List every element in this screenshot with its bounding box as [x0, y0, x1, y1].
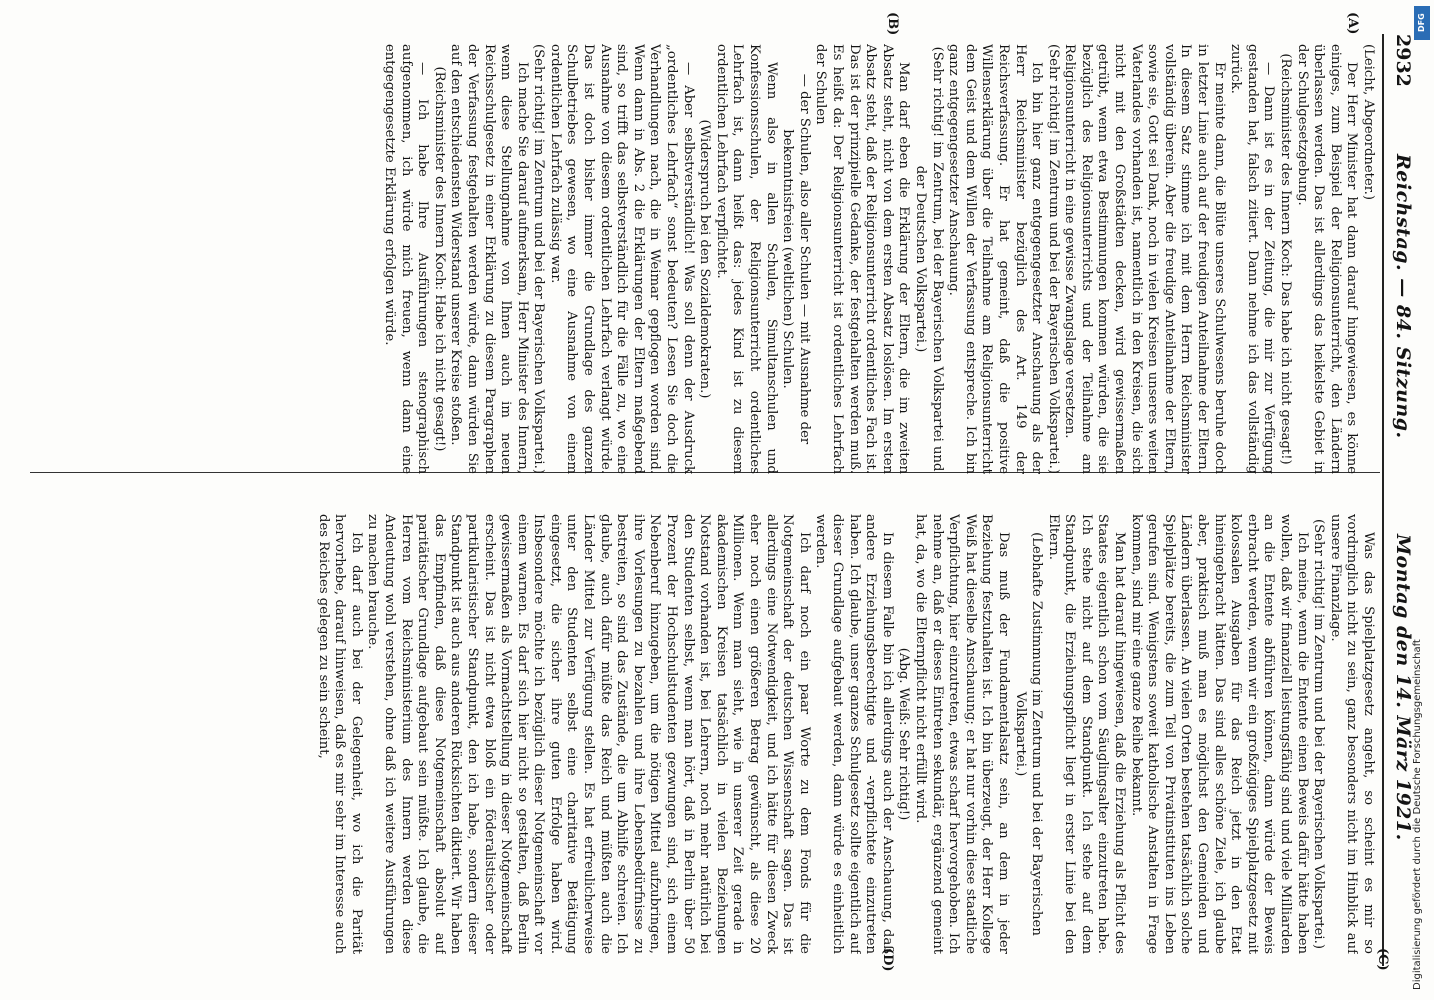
paragraph: (Sehr richtig! im Zentrum und bei der Bayerischen Volkspartei.): [1045, 44, 1061, 474]
document-page: [30, 12, 1420, 980]
paragraph: (Sehr richtig! im Zentrum und bei der Bayerischen Volkspartei.): [531, 44, 547, 474]
paragraph: Ich darf noch ein paar Worte zu dem Fonds für die Notgemeinschaft der deutschen Wissenschaft sagen. Das ist allerdings eine Notwendigkeit, und ich hätte für diesen Zweck eher noch einen größeren Betrag gewünscht, als diese 20 Millionen. Wenn man sieht, wie in unserer Zeit gerade in akademischen Kreisen tatsächlich in vielen Beziehungen Notstand vorhanden ist, bei Lehrern, noch mehr natürlich bei den Studenten selbst, wenn man hört, daß in Berlin über 50 Prozent der Hochschulstudenten gezwungen sind, sich einem Nebenberuf hinzugeben, um die nötigen Mittel aufzubringen, ihre Vorlesungen zu bezahlen und ihre Lebensbedürfnisse zu bestreiten, so sind das Zustände, die um Abhilfe schreien. Ich glaube, auch dafür müßte das Reich und müßten auch die Länder Mittel zur Verfügung stellen. Es hat erfreulicherweise unter den Studenten selbst eine charitative Betätigung eingesetzt, die sicher ihre guten Erfolge haben wird. Insbesondere möchte ich bezüglich dieser Notgemeinschaft vor einem warnen. Es darf sich hier nicht so gestalten, daß Berlin gewissermaßen als Vormachtstellung in dieser Notgemeinschaft erscheint. Das ist nicht etwa bloß ein föderalistischer oder partikularistischer Standpunkt, den ich habe, sondern dieser Standpunkt ist auch aus anderen Rücksichten diktiert. Wir haben das Empfinden, daß diese Notgemeinschaft absolut auf paritätischer Grundlage aufgebaut sein müßte. Ich glaube, die Herren vom Reichsministerium des Innern werden diese Andeutung wohl verstehen, ohne daß ich weitere Ausführungen zu machen brauche.: [365, 514, 812, 954]
paragraph: Das muß der Fundamentalsatz sein, an dem in jeder Beziehung festzuhalten ist. Ich bin überzeugt, der Herr Kollege Weiß hat dieselbe Anschauung; er hat nur vorhin diese staatliche Verpflichtung, hier einzutreten, etwas scharf hervorgehoben. Ich nehme an, daß er dieses Eintreten sekundär, ergänzend gemeint hat, da, wo die Elternpflicht nicht erfüllt wird.: [912, 514, 1011, 954]
paragraph: Er meinte dann, die Blüte unseres Schulwesens beruhe doch in letzter Linie auch auf der freudigen Anteilnahme der Eltern. In diesem Satz stimme ich mit dem Herrn Reichsminister vollständig überein. Aber die freudige Anteilnahme der Eltern, sowie sie, Gott sei Dank, noch in vielen Kreisen unseres weiten Vaterlandes vorhanden ist, namentlich in den Kreisen, die sich nicht mit den Großstädten decken, wird gewissermaßen getrübt, wenn etwa Bestimmungen kommen würden, die sie bezüglich des Religionsunterrichts und der Teilnahme am Religionsunterricht in eine gewisse Zwangslage versetzen.: [1062, 44, 1227, 474]
margin-marker-b: (B): [885, 12, 900, 36]
session-date: Montag den 14. März 1921.: [1392, 534, 1414, 841]
left-column: [30, 44, 1376, 474]
paragraph: Ich darf auch bei der Gelegenheit, wo ich die Parität hervorhebe, darauf hinweisen, daß es mir sehr im Interesse auch des Reiches gelegen zu sein scheint,: [315, 514, 364, 954]
margin-marker-d: (D): [880, 948, 895, 972]
paragraph: (Sehr richtig! im Zentrum, bei der Bayerischen Volkspartei und der Deutschen Volkspartei.): [912, 46, 945, 472]
paragraph: Ich meine, wenn die Entente einen Beweis dafür hätte haben wollen, daß wir finanziell leistungsfähig sind und viele Milliarden an die Entente abführen können, dann würde der Beweis erbracht werden, wenn wir ein großzügiges Spielplatzgesetz mit kolossalen Ausgaben für das Reich jetzt in den Etat hineingebracht hätten. Das sind alles schöne Ziele, ich glaube aber, praktisch muß man es möglichst den Gemeinden und Ländern überlassen. An vielen Orten bestehen tatsächlich solche Spielplätze bereits, die zum Teil von Privatinstituten ins Leben gerufen sind. Wenigstens soweit katholische Anstalten in Frage kommen, sind mir eine ganze Reihe bekannt.: [1128, 514, 1310, 954]
paragraph: Man hat darauf hingewiesen, daß die Erziehung als Pflicht des Staates eigentlich schon vom Säuglingsalter einzutreten habe. Ich stehe nicht auf dem Standpunkt. Ich stehe auf dem Standpunkt, die Erziehungspflicht liegt in erster Linie bei den Eltern.: [1045, 514, 1128, 954]
paragraph: (Reichsminister des Innern Koch: Das habe ich nicht gesagt!): [1278, 53, 1294, 465]
margin-marker-a: (A): [1345, 12, 1360, 35]
paragraph: Der Herr Minister hat dann darauf hingewiesen, es könne einiges, zum Beispiel der Religionsunterricht, den Ländern überlassen werden. Das ist allerdings das heikelste Gebiet in der Schulgesetzgebung.: [1294, 44, 1360, 474]
page-number: 2932: [1392, 34, 1414, 87]
paragraph: (Abg. Weiß: Sehr richtig!): [896, 647, 912, 821]
text-columns: [30, 34, 1376, 966]
paragraph: In diesem Falle bin ich allerdings auch der Anschauung, daß andere Erziehungsberechtigte und -verpflichtete einzutreten haben. Ich glaube, unser ganzes Schulgesetz sollte eigentlich auf dieser Grundlage aufgebaut werden, dann würde es einheitlich werden.: [813, 514, 895, 954]
paragraph: Ich bin hier ganz entgegengesetzter Anschauung als der Herr Reichsminister bezüglich des Art. 149 der Reichsverfassung. Er hat gemeint, daß die positive Willenserklärung über die Teilnahme am Religionsunterricht dem Geist und dem Willen der Verfassung entspreche. Ich bin ganz entgegengesetzter Anschauung.: [946, 44, 1045, 474]
paragraph: (Sehr richtig! im Zentrum und bei der Bayerischen Volkspartei.): [1311, 519, 1327, 949]
paragraph: (Widerspruch bei den Sozialdemokraten.): [697, 119, 713, 399]
paragraph: — Dann ist es in der Zeitung, die mir zur Verfügung gestanden hat, falsch zitiert. Dann nehme ich das vollständig zurück.: [1228, 44, 1277, 474]
paragraph: — der Schulen, also aller Schulen — mit Ausnahme der bekenntnisfreien (weltlichen) Schulen.: [780, 73, 812, 445]
paragraph: — Ich habe Ihre Ausführungen stenographisch aufgenommen, ich würde mich freuen, wenn dann eine entgegengesetzte Erklärung erfolgen würde.: [381, 44, 431, 474]
dfg-logo: DFG: [1414, 6, 1430, 40]
paragraph: Wenn also in allen Schulen, Simultanschulen und Konfessionsschulen, der Religionsunterricht ordentliches Lehrfach ist, dann heißt das: jedes Kind ist zu diesem ordentlichen Lehrfach verpflichtet.: [713, 44, 779, 474]
paragraph: — Aber selbstverständlich! Was soll denn der Ausdruck „ordentliches Lehrfach“ sonst bedeuten? Lesen Sie doch die Verhandlungen nach, die in Weimar gepflogen worden sind. Wenn dann in Abs. 2 die Erklärungen der Eltern maßgebend sind, so trifft das selbstverständlich für die Fälle zu, wo eine Ausnahme von diesem ordentlichen Lehrfach verlangt würde. Das ist doch bisher immer die Grundlage des ganzen Schulbetriebes gewesen, wo eine Ausnahme von einem ordentlichen Lehrfach zulässig war.: [547, 44, 696, 474]
paragraph: Man darf eben die Erklärung der Eltern, die im zweiten Absatz steht, nicht von dem ersten Absatz loslösen. Im ersten Absatz steht, daß der Religionsunterricht ordentliches Fach ist. Das ist der prinzipielle Gedanke, der festgehalten werden muß. Es heißt da: Der Religionsunterricht ist ordentliches Lehrfach der Schulen: [813, 44, 912, 474]
paragraph: Ich mache Sie darauf aufmerksam, Herr Minister des Innern, wenn diese Stellungnahme von Ihnen auch im neuen Reichsschulgesetz in einer Erklärung zu diesem Paragraphen der Verfassung festgehalten werden würde, dann würden Sie auf den entschiedensten Widerstand unserer Kreise stoßen.: [448, 44, 530, 474]
paragraph: (Reichsminister des Innern Koch: Habe ich nicht gesagt!): [431, 66, 447, 452]
running-title: Reichstag. — 84. Sitzung.: [1392, 154, 1414, 439]
digitization-notice: Digitalisierung gefördert durch die Deutsche Forschungsgemeinschaft: [1412, 639, 1423, 990]
paragraph: (Leicht, Abgeordneter.): [1361, 44, 1376, 200]
paragraph: (Lebhafte Zustimmung im Zentrum und bei der Bayerischen Volkspartei.): [1012, 532, 1045, 936]
right-column: [30, 514, 1376, 954]
margin-marker-c: (C): [1375, 948, 1390, 971]
paragraph: Was das Spielplatzgesetz angeht, so scheint es mir so vordringlich nicht zu sein, ganz besonders nicht im Hinblick auf unsere Finanzlage.: [1327, 514, 1376, 954]
